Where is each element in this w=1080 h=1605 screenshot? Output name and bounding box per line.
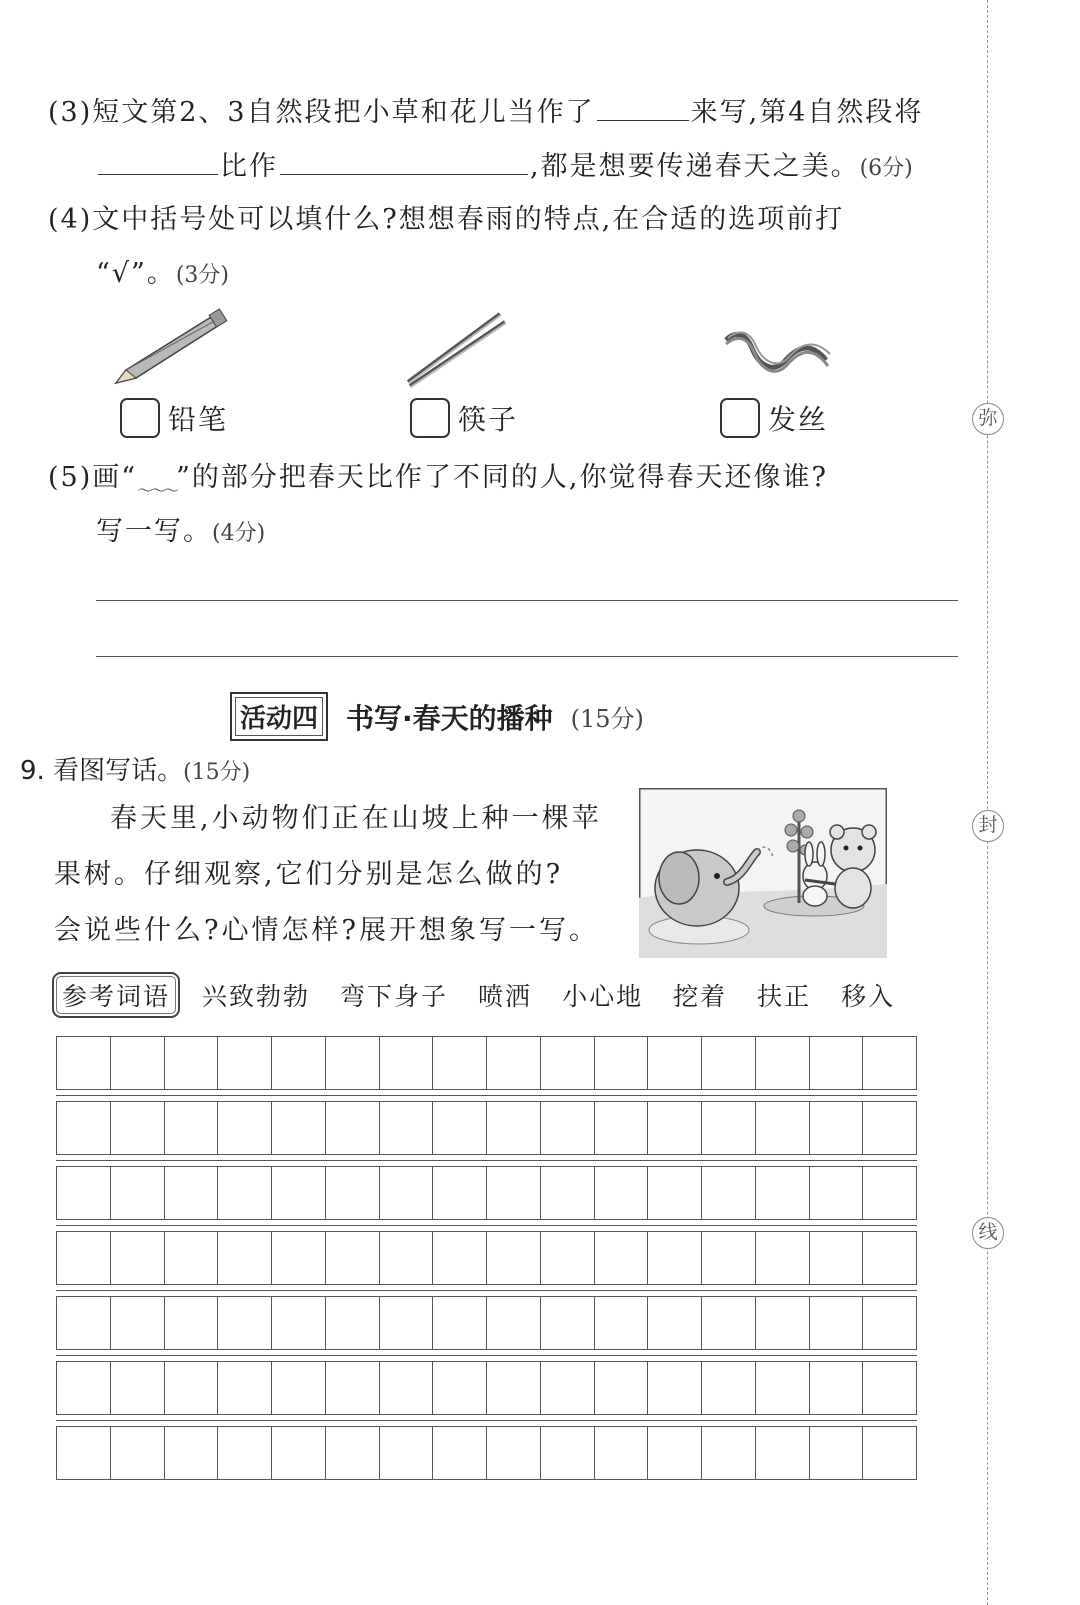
grid-cell[interactable] bbox=[702, 1167, 756, 1219]
grid-cell[interactable] bbox=[702, 1427, 756, 1479]
grid-cell[interactable] bbox=[702, 1102, 756, 1154]
grid-cell[interactable] bbox=[433, 1232, 487, 1284]
grid-cell[interactable] bbox=[380, 1297, 434, 1349]
reference-words-row bbox=[52, 972, 925, 1018]
grid-cell[interactable] bbox=[863, 1167, 916, 1219]
grid-cell[interactable] bbox=[756, 1167, 810, 1219]
grid-row bbox=[56, 1231, 917, 1285]
grid-cell[interactable] bbox=[326, 1362, 380, 1414]
grid-cell[interactable] bbox=[111, 1427, 165, 1479]
grid-cell[interactable] bbox=[702, 1297, 756, 1349]
grid-cell[interactable] bbox=[433, 1037, 487, 1089]
grid-row-separator bbox=[56, 1095, 917, 1096]
q5-answer-line-1[interactable] bbox=[96, 600, 958, 601]
grid-cell[interactable] bbox=[380, 1167, 434, 1219]
q4-option-chopsticks-label: 筷子 bbox=[458, 403, 519, 436]
grid-cell[interactable] bbox=[326, 1232, 380, 1284]
q4-score: (3分) bbox=[175, 263, 229, 288]
grid-cell[interactable] bbox=[810, 1427, 864, 1479]
q3-text-a: (3)短文第2、3自然段把小草和花儿当作了 bbox=[48, 97, 595, 128]
q9-para-line2: 果树。仔细观察,它们分别是怎么做的? bbox=[54, 859, 564, 890]
grid-cell[interactable] bbox=[272, 1427, 326, 1479]
q3-text-c: 比作 bbox=[220, 151, 278, 182]
grid-cell[interactable] bbox=[165, 1232, 219, 1284]
grid-cell[interactable] bbox=[702, 1037, 756, 1089]
grid-cell[interactable] bbox=[702, 1232, 756, 1284]
grid-cell[interactable] bbox=[863, 1427, 916, 1479]
grid-row-separator bbox=[56, 1160, 917, 1161]
q3-text-d: ,都是想要传递春天之美。 bbox=[530, 151, 860, 182]
hair-image bbox=[722, 326, 834, 384]
activity-score: (15分) bbox=[570, 705, 644, 733]
grid-cell[interactable] bbox=[810, 1037, 864, 1089]
q5-wavy-underline-mark: ～～～ bbox=[137, 481, 177, 500]
grid-cell[interactable] bbox=[57, 1297, 111, 1349]
grid-row bbox=[56, 1296, 917, 1350]
planting-illustration bbox=[639, 788, 887, 958]
q4-checkbox-chopsticks[interactable] bbox=[410, 398, 450, 438]
grid-cell[interactable] bbox=[433, 1297, 487, 1349]
grid-cell[interactable] bbox=[111, 1362, 165, 1414]
q3-text-b: 来写,第4自然段将 bbox=[690, 97, 924, 128]
grid-cell[interactable] bbox=[487, 1167, 541, 1219]
grid-cell[interactable] bbox=[756, 1297, 810, 1349]
grid-cell[interactable] bbox=[218, 1297, 272, 1349]
grid-cell[interactable] bbox=[433, 1167, 487, 1219]
grid-cell[interactable] bbox=[57, 1362, 111, 1414]
q3-blank-1[interactable] bbox=[597, 98, 689, 121]
grid-cell[interactable] bbox=[595, 1167, 649, 1219]
grid-cell[interactable] bbox=[595, 1232, 649, 1284]
q9-heading-row bbox=[20, 750, 250, 787]
grid-cell[interactable] bbox=[756, 1232, 810, 1284]
q3-line1 bbox=[48, 98, 923, 126]
q4-option-pencil-label: 铅笔 bbox=[168, 403, 229, 436]
grid-cell[interactable] bbox=[863, 1102, 916, 1154]
grid-row-separator bbox=[56, 1420, 917, 1421]
grid-cell[interactable] bbox=[272, 1232, 326, 1284]
q5-answer-line-2[interactable] bbox=[96, 656, 958, 657]
grid-cell[interactable] bbox=[111, 1037, 165, 1089]
grid-cell[interactable] bbox=[810, 1167, 864, 1219]
grid-cell[interactable] bbox=[541, 1102, 595, 1154]
q5-text-b: ”的部分把春天比作了不同的人,你觉得春天还像谁? bbox=[176, 462, 828, 493]
grid-cell[interactable] bbox=[487, 1297, 541, 1349]
q4-option-chopsticks[interactable] bbox=[410, 398, 518, 438]
q9-para-line3: 会说些什么?心情怎样?展开想象写一写。 bbox=[54, 915, 599, 946]
grid-cell[interactable] bbox=[272, 1037, 326, 1089]
grid-cell[interactable] bbox=[648, 1427, 702, 1479]
binding-mark-feng: 封 bbox=[972, 810, 1004, 842]
grid-cell[interactable] bbox=[595, 1102, 649, 1154]
reference-words-label: 参考词语 bbox=[52, 972, 180, 1018]
q5-text-c: 写一写。 bbox=[96, 516, 212, 547]
grid-cell[interactable] bbox=[165, 1362, 219, 1414]
q4-option-hair-label: 发丝 bbox=[768, 403, 829, 436]
grid-cell[interactable] bbox=[326, 1297, 380, 1349]
q3-line2 bbox=[96, 152, 913, 180]
q3-blank-2[interactable] bbox=[98, 152, 218, 175]
grid-cell[interactable] bbox=[218, 1037, 272, 1089]
q9-heading: 9. 看图写话。 bbox=[20, 756, 184, 786]
grid-cell[interactable] bbox=[218, 1232, 272, 1284]
grid-cell[interactable] bbox=[433, 1102, 487, 1154]
grid-cell[interactable] bbox=[380, 1037, 434, 1089]
grid-cell[interactable] bbox=[487, 1232, 541, 1284]
activity-header bbox=[230, 692, 644, 741]
q5-line2 bbox=[96, 518, 265, 545]
grid-cell[interactable] bbox=[863, 1362, 916, 1414]
binding-mark-mi: 弥 bbox=[972, 403, 1004, 435]
reference-word-5: 挖着 bbox=[673, 982, 728, 1011]
grid-cell[interactable] bbox=[57, 1232, 111, 1284]
pencil-image bbox=[112, 308, 230, 388]
grid-cell[interactable] bbox=[272, 1167, 326, 1219]
grid-cell[interactable] bbox=[756, 1102, 810, 1154]
grid-cell[interactable] bbox=[595, 1362, 649, 1414]
q4-checkbox-hair[interactable] bbox=[720, 398, 760, 438]
q4-text: “√”。 bbox=[96, 258, 176, 289]
grid-cell[interactable] bbox=[111, 1167, 165, 1219]
q5-text-a: (5)画“ bbox=[48, 462, 138, 493]
grid-cell[interactable] bbox=[326, 1167, 380, 1219]
grid-cell[interactable] bbox=[541, 1167, 595, 1219]
q3-blank-3[interactable] bbox=[280, 152, 528, 175]
grid-cell[interactable] bbox=[111, 1102, 165, 1154]
grid-cell[interactable] bbox=[541, 1362, 595, 1414]
grid-cell[interactable] bbox=[648, 1167, 702, 1219]
grid-row bbox=[56, 1166, 917, 1220]
grid-cell[interactable] bbox=[487, 1362, 541, 1414]
grid-cell[interactable] bbox=[380, 1362, 434, 1414]
grid-cell[interactable] bbox=[218, 1427, 272, 1479]
grid-cell[interactable] bbox=[648, 1297, 702, 1349]
grid-cell[interactable] bbox=[756, 1362, 810, 1414]
writing-grid[interactable] bbox=[56, 1036, 917, 1480]
grid-cell[interactable] bbox=[648, 1232, 702, 1284]
q4-checkbox-pencil[interactable] bbox=[120, 398, 160, 438]
activity-badge: 活动四 bbox=[230, 692, 328, 741]
q9-score: (15分) bbox=[183, 760, 251, 785]
grid-cell[interactable] bbox=[57, 1427, 111, 1479]
grid-cell[interactable] bbox=[810, 1232, 864, 1284]
reference-word-6: 扶正 bbox=[757, 982, 812, 1011]
grid-cell[interactable] bbox=[487, 1427, 541, 1479]
q4-option-hair[interactable] bbox=[720, 398, 828, 438]
grid-cell[interactable] bbox=[380, 1102, 434, 1154]
grid-cell[interactable] bbox=[326, 1427, 380, 1479]
grid-cell[interactable] bbox=[218, 1167, 272, 1219]
grid-cell[interactable] bbox=[272, 1297, 326, 1349]
grid-cell[interactable] bbox=[595, 1297, 649, 1349]
reference-word-7: 移入 bbox=[841, 982, 896, 1011]
grid-row bbox=[56, 1101, 917, 1155]
grid-cell[interactable] bbox=[165, 1037, 219, 1089]
q4-option-pencil[interactable] bbox=[120, 398, 228, 438]
grid-cell[interactable] bbox=[218, 1102, 272, 1154]
grid-cell[interactable] bbox=[326, 1037, 380, 1089]
grid-row-separator bbox=[56, 1355, 917, 1356]
grid-cell[interactable] bbox=[165, 1167, 219, 1219]
grid-cell[interactable] bbox=[380, 1232, 434, 1284]
grid-row bbox=[56, 1426, 917, 1480]
binding-mark-xian: 线 bbox=[972, 1217, 1004, 1249]
activity-title: 书写·春天的播种 bbox=[346, 701, 553, 735]
grid-cell[interactable] bbox=[272, 1102, 326, 1154]
grid-cell[interactable] bbox=[433, 1362, 487, 1414]
reference-word-2: 弯下身子 bbox=[340, 982, 449, 1011]
q4-line1: (4)文中括号处可以填什么?想想春雨的特点,在合适的选项前打 bbox=[48, 204, 845, 235]
reference-word-3: 喷洒 bbox=[478, 982, 533, 1011]
grid-row bbox=[56, 1361, 917, 1415]
grid-cell[interactable] bbox=[810, 1102, 864, 1154]
grid-cell[interactable] bbox=[648, 1102, 702, 1154]
grid-cell[interactable] bbox=[165, 1102, 219, 1154]
grid-cell[interactable] bbox=[810, 1362, 864, 1414]
grid-cell[interactable] bbox=[595, 1037, 649, 1089]
q9-para-line1: 春天里,小动物们正在山坡上种一棵苹 bbox=[110, 803, 602, 834]
grid-cell[interactable] bbox=[57, 1037, 111, 1089]
grid-cell[interactable] bbox=[165, 1297, 219, 1349]
grid-cell[interactable] bbox=[702, 1362, 756, 1414]
grid-cell[interactable] bbox=[487, 1037, 541, 1089]
q5-score: (4分) bbox=[212, 521, 266, 546]
grid-cell[interactable] bbox=[111, 1232, 165, 1284]
grid-cell[interactable] bbox=[541, 1297, 595, 1349]
grid-cell[interactable] bbox=[756, 1427, 810, 1479]
grid-cell[interactable] bbox=[863, 1232, 916, 1284]
grid-cell[interactable] bbox=[541, 1037, 595, 1089]
grid-cell[interactable] bbox=[57, 1102, 111, 1154]
q4-line2 bbox=[96, 260, 229, 287]
grid-cell[interactable] bbox=[863, 1297, 916, 1349]
q3-score: (6分) bbox=[859, 156, 913, 181]
grid-cell[interactable] bbox=[433, 1427, 487, 1479]
grid-cell[interactable] bbox=[541, 1427, 595, 1479]
grid-cell[interactable] bbox=[111, 1297, 165, 1349]
grid-row-separator bbox=[56, 1225, 917, 1226]
grid-row-separator bbox=[56, 1290, 917, 1291]
grid-cell[interactable] bbox=[541, 1232, 595, 1284]
reference-word-4: 小心地 bbox=[562, 982, 644, 1011]
binding-dashed-line bbox=[987, 0, 988, 1605]
reference-word-1: 兴致勃勃 bbox=[202, 982, 311, 1011]
grid-cell[interactable] bbox=[218, 1362, 272, 1414]
grid-cell[interactable] bbox=[810, 1297, 864, 1349]
grid-cell[interactable] bbox=[487, 1102, 541, 1154]
grid-cell[interactable] bbox=[595, 1427, 649, 1479]
grid-cell[interactable] bbox=[863, 1037, 916, 1089]
q5-line1 bbox=[48, 462, 828, 500]
grid-cell[interactable] bbox=[165, 1427, 219, 1479]
grid-cell[interactable] bbox=[57, 1167, 111, 1219]
grid-cell[interactable] bbox=[648, 1362, 702, 1414]
grid-cell[interactable] bbox=[648, 1037, 702, 1089]
chopsticks-image bbox=[402, 308, 510, 388]
grid-row bbox=[56, 1036, 917, 1090]
grid-cell[interactable] bbox=[326, 1102, 380, 1154]
grid-cell[interactable] bbox=[756, 1037, 810, 1089]
grid-cell[interactable] bbox=[272, 1362, 326, 1414]
grid-cell[interactable] bbox=[380, 1427, 434, 1479]
